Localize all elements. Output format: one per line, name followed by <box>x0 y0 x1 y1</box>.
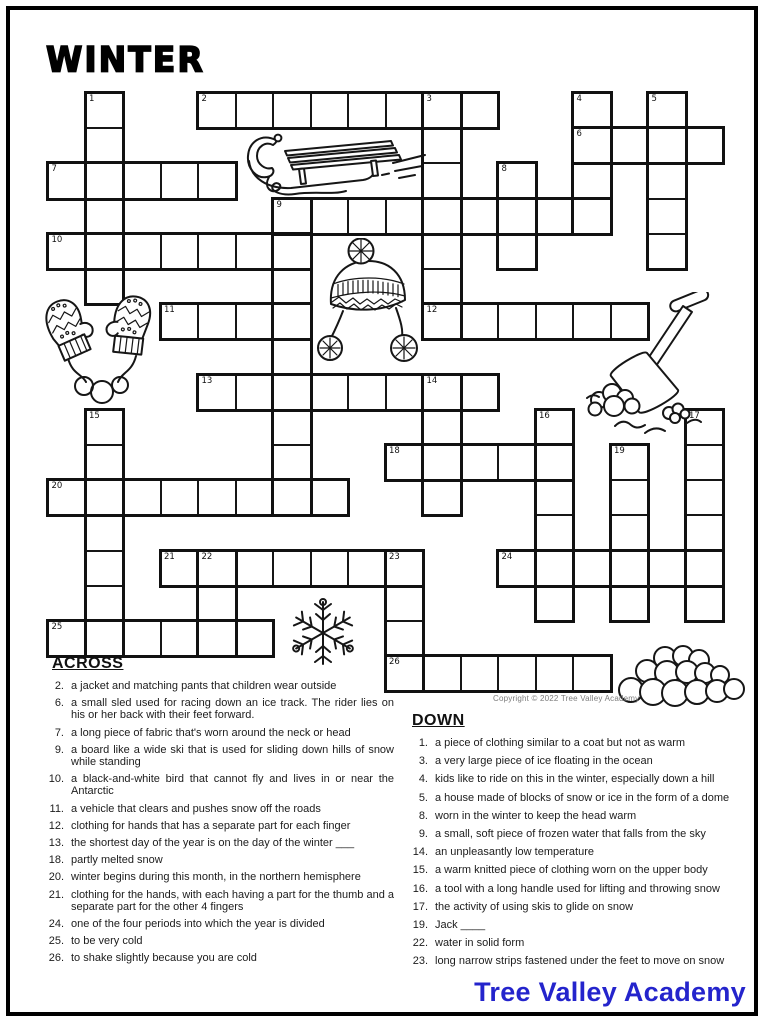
grid-cell-r3c8 <box>347 198 387 235</box>
grid-cell-r12c17 <box>685 514 725 551</box>
grid-cell-r10c13 <box>535 444 575 481</box>
clue-text: a piece of clothing similar to a coat but not as warm <box>435 737 686 749</box>
grid-cell-r13c12 <box>497 550 537 587</box>
grid-cell-r8c5 <box>235 374 275 411</box>
clue-down-17 <box>404 901 756 913</box>
cell-number: 14 <box>426 375 438 386</box>
clue-number: 13. <box>48 837 64 850</box>
clue-text: a small, soft piece of frozen water that falls from the sky <box>435 828 706 841</box>
grid-cell-r15c9 <box>385 620 425 657</box>
clue-number: 7. <box>54 726 64 739</box>
grid-cell-r3c16 <box>647 198 687 235</box>
site-name-footer: Tree Valley Academy <box>474 977 746 1007</box>
mittens-illustration <box>44 294 162 408</box>
grid-cell-r14c15 <box>610 585 650 622</box>
clue-number: 6. <box>54 697 64 710</box>
grid-cell-r6c12 <box>497 303 537 340</box>
clue-across-13 <box>44 837 394 849</box>
clue-number: 18. <box>48 854 64 867</box>
clue-text: a vehicle that clears and pushes snow off the roads <box>71 802 321 815</box>
clue-text: winter begins during this month, in the northern hemisphere <box>71 871 361 884</box>
clue-across-9 <box>44 744 394 768</box>
clue-text: a tool with a long handle used for lifting and throwing snow <box>435 882 720 895</box>
grid-cell-r0c6 <box>272 92 312 129</box>
grid-cell-r10c12 <box>497 444 537 481</box>
cell-number: 16 <box>539 410 550 421</box>
grid-cell-r6c3 <box>160 303 200 340</box>
grid-cell-r1c14 <box>572 127 612 164</box>
across-clue-list <box>44 680 394 965</box>
grid-cell-r13c8 <box>347 550 387 587</box>
grid-cell-r4c4 <box>197 233 237 270</box>
grid-cell-r16c10 <box>422 655 462 692</box>
grid-cell-r13c15 <box>610 550 650 587</box>
grid-cell-r15c2 <box>122 620 162 657</box>
grid-cell-r4c3 <box>160 233 200 270</box>
grid-cell-r3c1 <box>85 198 125 235</box>
cell-number: 21 <box>164 551 175 562</box>
clue-number: 14. <box>412 846 428 859</box>
cell-number: 23 <box>389 551 400 562</box>
grid-cell-r0c14 <box>572 92 612 129</box>
grid-cell-r11c3 <box>160 479 200 516</box>
clue-number: 10. <box>48 773 64 786</box>
clue-down-14 <box>404 846 756 858</box>
grid-cell-r11c6 <box>272 479 312 516</box>
clue-text: to be very cold <box>71 935 143 948</box>
grid-cell-r9c13 <box>535 409 575 446</box>
cell-number: 3 <box>426 94 432 104</box>
grid-cell-r4c0 <box>47 233 87 270</box>
grid-cell-r11c5 <box>235 479 275 516</box>
cell-number: 20 <box>51 481 63 492</box>
clue-across-6 <box>44 697 394 721</box>
cell-number: 9 <box>276 199 282 210</box>
clue-number: 12. <box>48 819 64 832</box>
grid-cell-r13c9 <box>385 550 425 587</box>
clue-across-24 <box>44 918 394 930</box>
grid-cell-r15c3 <box>160 620 200 657</box>
cell-number: 7 <box>51 164 57 175</box>
grid-cell-r14c4 <box>197 585 237 622</box>
grid-cell-r1c15 <box>610 127 650 164</box>
clue-down-19 <box>404 919 756 931</box>
grid-cell-r0c4 <box>197 92 237 129</box>
clue-across-21 <box>44 889 394 913</box>
down-heading: DOWN <box>412 712 465 729</box>
clue-across-10 <box>44 773 394 797</box>
clue-across-18 <box>44 854 394 866</box>
grid-cell-r9c1 <box>85 409 125 446</box>
grid-cell-r2c3 <box>160 162 200 199</box>
grid-cell-r14c13 <box>535 585 575 622</box>
grid-cell-r0c1 <box>85 92 125 129</box>
grid-cell-r3c14 <box>572 198 612 235</box>
grid-cell-r0c11 <box>460 92 500 129</box>
grid-cell-r11c4 <box>197 479 237 516</box>
down-clue-list <box>404 737 756 968</box>
grid-cell-r9c6 <box>272 409 312 446</box>
clue-text: an unpleasantly low temperature <box>435 846 594 859</box>
clue-down-1 <box>404 737 756 749</box>
clue-number: 16. <box>412 882 428 895</box>
grid-cell-r3c11 <box>460 198 500 235</box>
grid-cell-r13c1 <box>85 550 125 587</box>
grid-cell-r13c14 <box>572 550 612 587</box>
clue-across-25 <box>44 935 394 947</box>
grid-cell-r2c4 <box>197 162 237 199</box>
grid-cell-r14c17 <box>685 585 725 622</box>
grid-cell-r8c7 <box>310 374 350 411</box>
winter-hat-illustration <box>316 238 434 366</box>
grid-cell-r15c5 <box>235 620 275 657</box>
clue-text: the activity of using skis to glide on snow <box>435 900 634 913</box>
grid-cell-r10c17 <box>685 444 725 481</box>
grid-cell-r0c5 <box>235 92 275 129</box>
grid-cell-r13c16 <box>647 550 687 587</box>
grid-cell-r13c7 <box>310 550 350 587</box>
grid-cell-r16c11 <box>460 655 500 692</box>
grid-cell-r15c4 <box>197 620 237 657</box>
grid-cell-r15c0 <box>47 620 87 657</box>
cell-number: 18 <box>389 446 400 456</box>
clue-text: a long piece of fabric that's worn around the neck or head <box>71 726 351 739</box>
grid-cell-r4c16 <box>647 233 687 270</box>
cell-number: 22 <box>201 551 213 562</box>
grid-cell-r14c1 <box>85 585 125 622</box>
grid-cell-r0c10 <box>422 92 462 129</box>
grid-cell-r12c1 <box>85 514 125 551</box>
clue-text: a jacket and matching pants that children wear outside <box>71 680 337 692</box>
grid-cell-r11c7 <box>310 479 350 516</box>
cell-number: 11 <box>164 305 175 316</box>
grid-cell-r6c5 <box>235 303 275 340</box>
grid-cell-r11c13 <box>535 479 575 516</box>
grid-cell-r16c12 <box>497 655 537 692</box>
grid-cell-r2c0 <box>47 162 87 199</box>
clue-text: partly melted snow <box>71 854 163 867</box>
clue-down-9 <box>404 828 756 840</box>
clue-text: to shake slightly because you are cold <box>71 952 257 965</box>
grid-cell-r11c15 <box>610 479 650 516</box>
sled-illustration <box>243 130 428 200</box>
grid-cell-r6c6 <box>272 303 312 340</box>
grid-cell-r10c10 <box>422 444 462 481</box>
grid-cell-r3c6 <box>272 198 312 235</box>
clue-number: 17. <box>412 900 428 913</box>
clue-text: a house made of blocks of snow or ice in the form of a dome <box>435 791 730 804</box>
cell-number: 17 <box>689 410 700 421</box>
grid-cell-r9c10 <box>422 409 462 446</box>
cell-number: 19 <box>614 446 625 456</box>
clue-number: 15. <box>412 864 428 877</box>
grid-cell-r0c16 <box>647 92 687 129</box>
grid-cell-r13c3 <box>160 550 200 587</box>
clue-down-5 <box>404 792 756 804</box>
grid-cell-r2c1 <box>85 162 125 199</box>
clue-text: a small sled used for racing down an ice track. The rider lies on his or her back with their feet forward. <box>71 697 394 722</box>
clue-number: 8. <box>418 809 428 822</box>
grid-cell-r16c14 <box>572 655 612 692</box>
grid-cell-r1c1 <box>85 127 125 164</box>
grid-cell-r6c4 <box>197 303 237 340</box>
grid-cell-r2c16 <box>647 162 687 199</box>
grid-cell-r1c17 <box>685 127 725 164</box>
grid-cell-r11c0 <box>47 479 87 516</box>
grid-cell-r8c4 <box>197 374 237 411</box>
cell-number: 4 <box>576 94 582 104</box>
grid-cell-r13c4 <box>197 550 237 587</box>
grid-cell-r0c7 <box>310 92 350 129</box>
grid-cell-r2c14 <box>572 162 612 199</box>
clue-text: a black-and-white bird that cannot fly and lives in or near the Antarctic <box>71 773 394 798</box>
clue-across-26 <box>44 952 394 964</box>
clue-number: 22. <box>412 937 428 950</box>
cell-number: 1 <box>89 94 95 104</box>
grid-cell-r3c9 <box>385 198 425 235</box>
clue-across-7 <box>44 727 394 739</box>
grid-cell-r8c8 <box>347 374 387 411</box>
clue-down-23 <box>404 955 756 967</box>
clue-number: 20. <box>48 871 64 884</box>
clue-number: 26. <box>48 952 64 965</box>
grid-cell-r14c9 <box>385 585 425 622</box>
clue-number: 21. <box>48 888 64 901</box>
clue-number: 24. <box>48 918 64 931</box>
grid-cell-r5c6 <box>272 268 312 305</box>
grid-cell-r12c15 <box>610 514 650 551</box>
grid-cell-r15c1 <box>85 620 125 657</box>
clue-text: a very large piece of ice floating in the ocean <box>435 755 653 768</box>
grid-cell-r4c12 <box>497 233 537 270</box>
down-clues-section <box>404 712 756 974</box>
grid-cell-r12c13 <box>535 514 575 551</box>
clue-text: a warm knitted piece of clothing worn on the upper body <box>435 864 708 877</box>
grid-cell-r4c5 <box>235 233 275 270</box>
grid-cell-r10c6 <box>272 444 312 481</box>
cell-number: 8 <box>501 164 507 175</box>
grid-cell-r11c1 <box>85 479 125 516</box>
grid-cell-r13c17 <box>685 550 725 587</box>
grid-cell-r11c17 <box>685 479 725 516</box>
clue-number: 9. <box>54 743 64 756</box>
cell-number: 10 <box>51 234 63 245</box>
clue-across-20 <box>44 871 394 883</box>
clue-text: Jack ____ <box>435 919 486 932</box>
clue-text: long narrow strips fastened under the feet to move on snow <box>435 955 725 968</box>
clue-down-16 <box>404 883 756 895</box>
cell-number: 2 <box>201 94 207 104</box>
clue-across-12 <box>44 820 394 832</box>
cell-number: 6 <box>576 129 582 140</box>
clue-number: 25. <box>48 935 64 948</box>
grid-cell-r6c11 <box>460 303 500 340</box>
grid-cell-r11c10 <box>422 479 462 516</box>
across-heading: ACROSS <box>52 655 124 672</box>
cell-number: 13 <box>201 375 213 386</box>
clue-number: 23. <box>412 955 428 968</box>
grid-cell-r3c12 <box>497 198 537 235</box>
clue-across-11 <box>44 803 394 815</box>
grid-cell-r11c2 <box>122 479 162 516</box>
grid-cell-r8c11 <box>460 374 500 411</box>
grid-cell-r3c7 <box>310 198 350 235</box>
clue-down-8 <box>404 810 756 822</box>
cell-number: 26 <box>389 657 400 668</box>
grid-cell-r1c16 <box>647 127 687 164</box>
copyright-text: Copyright © 2022 Tree Valley Academy <box>493 694 640 703</box>
grid-cell-r0c9 <box>385 92 425 129</box>
clue-down-4 <box>404 773 756 785</box>
grid-cell-r13c13 <box>535 550 575 587</box>
grid-cell-r3c10 <box>422 198 462 235</box>
grid-cell-r10c9 <box>385 444 425 481</box>
grid-cell-r4c6 <box>272 233 312 270</box>
grid-cell-r8c10 <box>422 374 462 411</box>
across-clues-section <box>44 655 394 970</box>
clue-across-2 <box>44 680 394 692</box>
cell-number: 15 <box>89 410 100 421</box>
grid-cell-r4c2 <box>122 233 162 270</box>
clue-text: one of the four periods into which the year is divided <box>71 918 325 931</box>
clue-number: 1. <box>418 737 428 749</box>
grid-cell-r13c5 <box>235 550 275 587</box>
grid-cell-r13c6 <box>272 550 312 587</box>
cell-number: 25 <box>51 622 63 632</box>
grid-cell-r2c12 <box>497 162 537 199</box>
clue-down-3 <box>404 755 756 767</box>
clue-number: 3. <box>418 755 428 768</box>
clue-text: kids like to ride on this in the winter, especially down a hill <box>435 773 715 786</box>
clue-text: water in solid form <box>435 937 525 950</box>
grid-cell-r16c13 <box>535 655 575 692</box>
clue-text: a board like a wide ski that is used for sliding down hills of snow while standing <box>71 743 394 769</box>
clue-number: 2. <box>54 680 64 692</box>
cell-number: 12 <box>426 305 438 316</box>
grid-cell-r8c6 <box>272 374 312 411</box>
grid-cell-r0c8 <box>347 92 387 129</box>
clue-text: clothing for hands that has a separate part for each finger <box>71 819 351 832</box>
clue-down-15 <box>404 864 756 876</box>
grid-cell-r10c15 <box>610 444 650 481</box>
grid-cell-r6c13 <box>535 303 575 340</box>
snow-shovel-illustration <box>583 292 731 442</box>
grid-cell-r7c6 <box>272 338 312 375</box>
grid-cell-r2c2 <box>122 162 162 199</box>
grid-cell-r4c1 <box>85 233 125 270</box>
clue-number: 11. <box>49 802 64 815</box>
puzzle-title: WINTER <box>46 39 205 80</box>
clue-text: clothing for the hands, with each having a part for the thumb and a separate part for the other 4 fingers <box>71 888 394 913</box>
clue-number: 4. <box>418 773 428 786</box>
clue-down-22 <box>404 937 756 949</box>
grid-cell-r10c1 <box>85 444 125 481</box>
clue-text: the shortest day of the year is on the day of the winter ___ <box>71 837 355 850</box>
clue-text: worn in the winter to keep the head warm <box>435 809 637 822</box>
clue-number: 9. <box>418 828 428 841</box>
cell-number: 24 <box>501 551 513 562</box>
grid-cell-r10c11 <box>460 444 500 481</box>
clue-number: 19. <box>412 919 428 932</box>
grid-cell-r3c13 <box>535 198 575 235</box>
grid-cell-r8c9 <box>385 374 425 411</box>
clue-number: 5. <box>418 791 428 804</box>
cell-number: 5 <box>651 94 657 104</box>
